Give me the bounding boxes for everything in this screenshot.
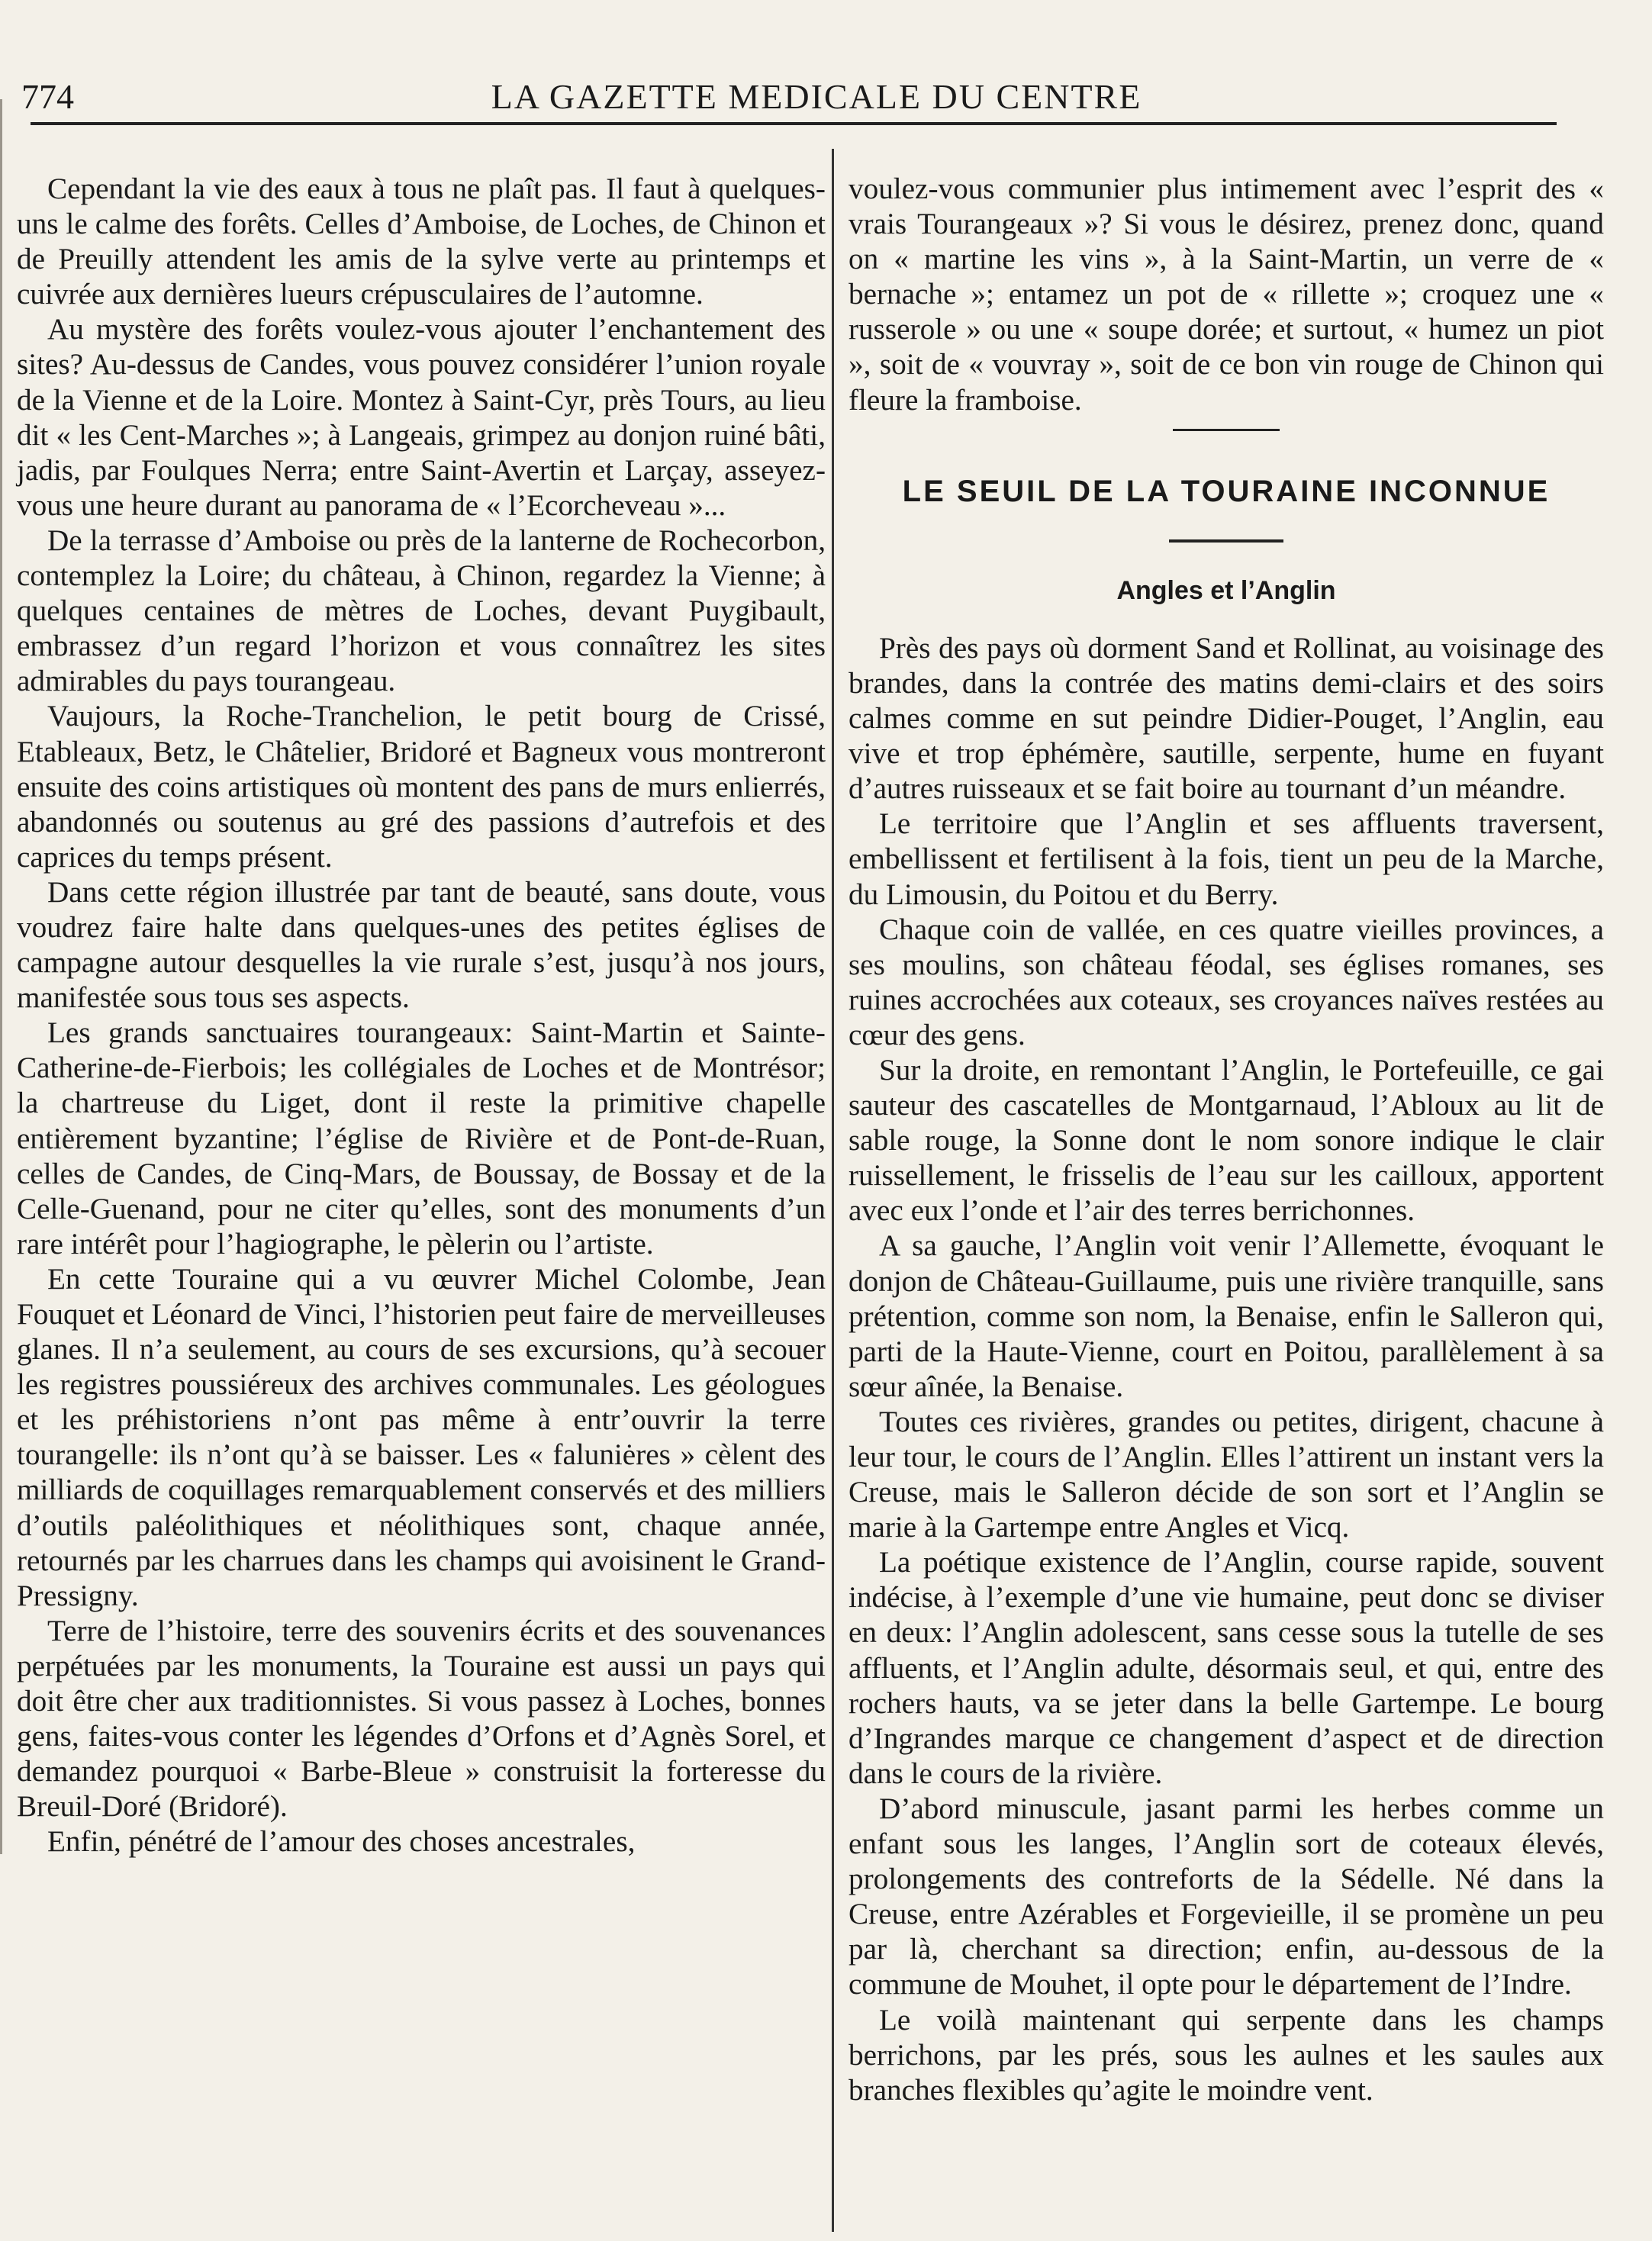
paragraph: Dans cette région illustrée par tant de beauté, sans doute, vous voudrez faire halte dans quelques-unes des petites églises de campagne autour desquelles la vie rurale s’est, jusqu’à nos jours, manifestée sous tous ses aspects. (17, 875, 826, 1015)
left-column (17, 172, 826, 1860)
paragraph: Cependant la vie des eaux à tous ne plaît pas. Il faut à quelques-uns le calme des forêts. Celles d’Amboise, de Loches, de Chinon et de Preuilly attendent les amis de la sylve verte au printemps et cuivrée aux dernières lueurs crépusculaires de l’automne. (17, 172, 826, 311)
paragraph: Chaque coin de vallée, en ces quatre vieilles provinces, a ses moulins, son château féodal, ses églises romanes, ses ruines accrochées aux coteaux, ses croyances naïves restées au cœur des gens. (849, 913, 1604, 1051)
paragraph: Le territoire que l’Anglin et ses affluents traversent, embellissent et fertilisent à la fois, tient un peu de la Marche, du Limousin, du Poitou et du Berry. (849, 807, 1604, 911)
right-column (849, 172, 1604, 2108)
page-number: 774 (21, 77, 74, 116)
separator-rule (1169, 539, 1283, 543)
header-rule (31, 122, 1557, 125)
paragraph: Les grands sanctuaires tourangeaux: Saint-Martin et Sainte-Catherine-de-Fierbois; les collégiales de Loches et de Montrésor; la chartreuse du Liget, dont il reste la primitive chapelle entièrement byzantine; l’église de Rivière et de Pont-de-Ruan, celles de Candes, de Cinq-Mars, de Boussay, de Bossay et de la Celle-Guenand, pour ne citer qu’elles, sont des monuments d’un rare intérêt pour l’hagiographe, le pèlerin ou l’artiste. (17, 1016, 826, 1261)
paragraph: Enfin, pénétré de l’amour des choses ancestrales, (47, 1825, 636, 1859)
paragraph: Près des pays où dorment Sand et Rollinat, au voisinage des brandes, dans la contrée des matins demi-clairs et des soirs calmes comme en sut peindre Didier-Pouget, l’Anglin, eau vive et trop éphémère, sautille, serpente, hume en fuyant d’autres ruisseaux et se fait boire au tournant d’un méandre. (849, 631, 1604, 806)
paragraph: Le voilà maintenant qui serpente dans les champs berrichons, par les prés, sous les aulnes et les saules aux branches flexibles qu’agite le moindre vent. (849, 2003, 1604, 2107)
article-subtitle: Angles et l’Anglin (1116, 575, 1336, 605)
paragraph: De la terrasse d’Amboise ou près de la lanterne de Rochecorbon, contemplez la Loire; du château, à Chinon, regardez la Vienne; à quelques centaines de mètres de Loches, devant Puygibault, embrassez d’un regard l’horizon et vous connaîtrez les sites admirables du pays tourangeau. (17, 523, 826, 698)
continued-paragraph: voulez-vous communier plus intimement avec l’esprit des « vrais Tourangeaux »? Si vous le désirez, prenez donc, quand on « martine les vins », à la Saint-Martin, un verre de « bernache »; entamez un pot de « rillette »; croquez une « russerole » ou une « soupe dorée; et surtout, « humez un piot », soit de « vouvray », soit de ce bon vin rouge de Chinon qui fleure la framboise. (849, 172, 1604, 417)
paragraph: Terre de l’histoire, terre des souvenirs écrits et des souvenances perpétuées par les monuments, la Touraine est aussi un pays qui doit être cher aux traditionnistes. Si vous passez à Loches, bonnes gens, faites-vous conter les légendes d’Orfons et d’Agnès Sorel, et demandez pourquoi « Barbe-Bleue » construisit la forteresse du Breuil-Doré (Bridoré). (17, 1614, 826, 1824)
paragraph: Toutes ces rivières, grandes ou petites, dirigent, chacune à leur tour, le cours de l’Anglin. Elles l’attirent un instant vers la Creuse, mais le Salleron décide de son sort et l’Anglin se marie à la Gartempe entre Angles et Vicq. (849, 1405, 1604, 1544)
paragraph: La poétique existence de l’Anglin, course rapide, souvent indécise, à l’exemple d’une vie humaine, peut donc se diviser en deux: l’Anglin adolescent, sans cesse sous la tutelle de ses affluents, et l’Anglin adulte, désormais seul, et qui, entre des rochers hauts, va se jeter dans la belle Gartempe. Le bourg d’Ingrandes marque ce changement d’aspect et de direction dans le cours de la rivière. (849, 1546, 1604, 1790)
running-title: LA GAZETTE MEDICALE DU CENTRE (491, 77, 1142, 116)
paragraph: Au mystère des forêts voulez-vous ajouter l’enchantement des sites? Au-dessus de Candes, vous pouvez considérer l’union royale de la Vienne et de la Loire. Montez à Saint-Cyr, près Tours, au lieu dit « les Cent-Marches »; à Langeais, grimpez au donjon ruiné bâti, jadis, par Foulques Nerra; entre Saint-Avertin et Larçay, asseyez-vous une heure durant au panorama de « l’Ecorcheveau »... (17, 313, 826, 522)
separator-rule (1173, 429, 1280, 431)
paragraph: Sur la droite, en remontant l’Anglin, le Portefeuille, ce gai sauteur des cascatelles de Montgarnaud, l’Abloux au lit de sable rouge, la Sonne dont le nom sonore indique le clair ruissellement, le frisselis de l’eau sur les cailloux, apportent avec eux l’onde et l’air des terres berrichonnes. (849, 1053, 1604, 1228)
paragraph: Vaujours, la Roche-Tranchelion, le petit bourg de Crissé, Etableaux, Betz, le Châtelier, Bridoré et Bagneux vous montreront ensuite des coins artistiques où montent des pans de murs enlierrés, abandonnés ou soutenus au gré des passions d’autrefois et des caprices du temps présent. (17, 700, 826, 874)
page-edge-marks (0, 99, 14, 1854)
column-divider (832, 149, 834, 2232)
paragraph: A sa gauche, l’Anglin voit venir l’Allemette, évoquant le donjon de Château-Guillaume, puis une rivière tranquille, sans prétention, comme son nom, la Benaise, enfin le Salleron qui, parti de la Haute-Vienne, court en Poitou, parallèlement à sa sœur aînée, la Benaise. (849, 1229, 1604, 1403)
paragraph: D’abord minuscule, jasant parmi les herbes comme un enfant sous les langes, l’Anglin sort de coteaux élevés, prolongements des contreforts de la Sédelle. Né dans la Creuse, entre Azérables et Forgevieille, il se promène un peu par là, cherchant sa direction; enfin, au-dessous de la commune de Mouhet, il opte pour le département de l’Indre. (849, 1792, 1604, 2001)
section-title: LE SEUIL DE LA TOURAINE INCONNUE (902, 474, 1551, 508)
page-header (8, 69, 1625, 130)
paragraph: En cette Touraine qui a vu œuvrer Michel Colombe, Jean Fouquet et Léonard de Vinci, l’historien peut faire de merveilleuses glanes. Il n’a seulement, au cours de ses excursions, qu’à secouer les registres poussiéreux des archives communales. Les géologues et les préhistoriens n’ont pas même à entr’ouvrir la terre tourangelle: ils n’ont qu’à se baisser. Les « faluniėres » cèlent des milliards de coquillages remarquablement conservés et des milliers d’outils paléolithiques et néolithiques sont, chaque année, retournés par les charrues dans les champs qui avoisinent le Grand-Pressigny. (17, 1262, 826, 1612)
